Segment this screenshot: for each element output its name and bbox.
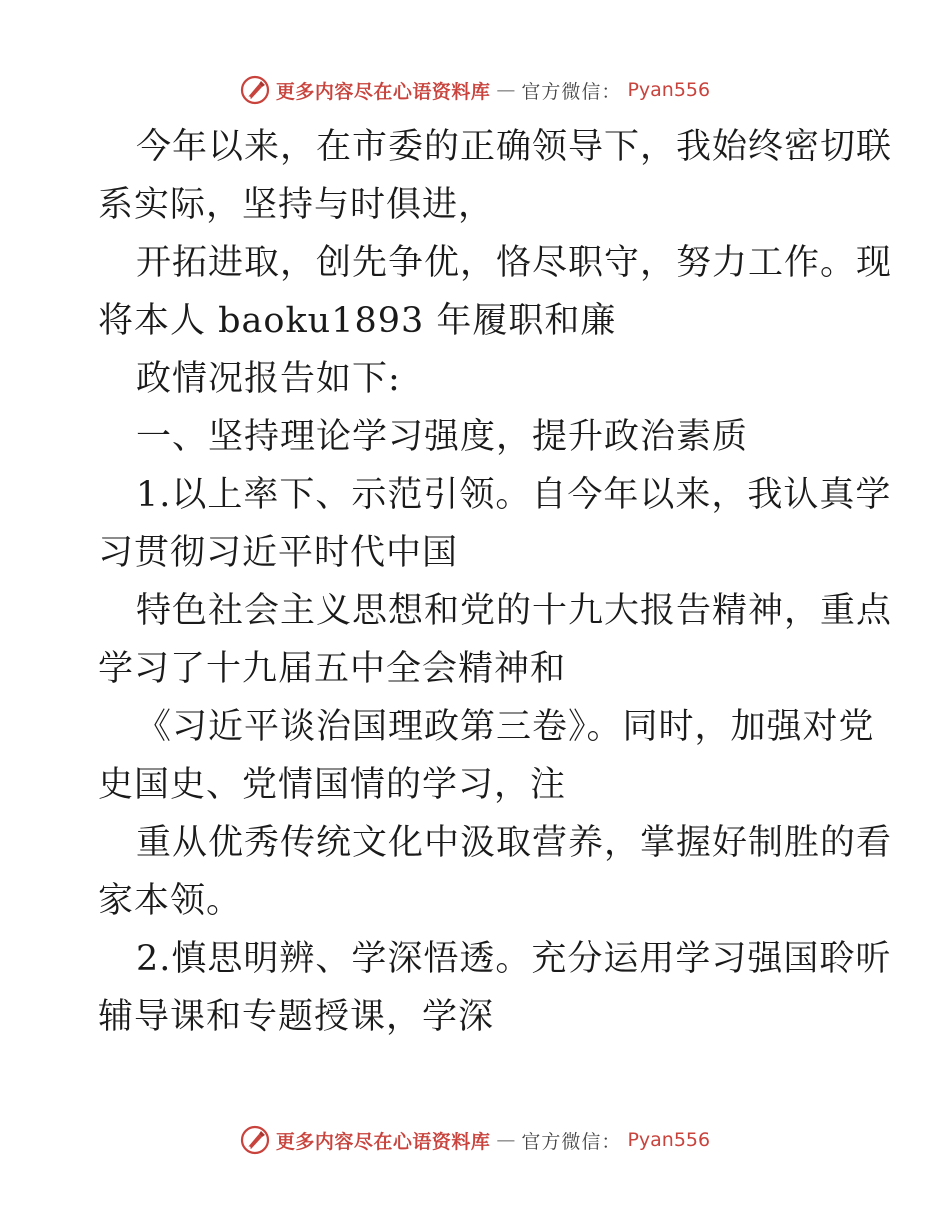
banner-wechat-label: 官方微信： <box>521 80 622 103</box>
pen-logo-icon <box>240 75 270 105</box>
banner-lead-text: 更多内容尽在心语资料库 <box>275 1130 491 1153</box>
banner-dash: — <box>496 79 516 101</box>
text-line: 学习了十九届五中全会精神和 <box>98 649 567 689</box>
text-line: 重从优秀传统文化中汲取营养，掌握好制胜的看 <box>136 823 893 863</box>
header-banner <box>0 70 950 110</box>
text-line: 今年以来，在市委的正确领导下，我始终密切联 <box>136 127 893 167</box>
text-line: 习贯彻习近平时代中国 <box>98 533 459 573</box>
banner-wechat-id: Pyan556 <box>627 79 711 101</box>
pen-logo-icon <box>240 1125 270 1155</box>
banner-wechat-label: 官方微信： <box>521 1130 622 1153</box>
text-line: 史国史、党情国情的学习，注 <box>98 765 567 805</box>
text-line: 《习近平谈治国理政第三卷》。同时，加强对党 <box>136 707 875 747</box>
text-line: 将本人 baoku1893 年履职和廉 <box>98 301 617 341</box>
text-line: 2.慎思明辨、学深悟透。充分运用学习强国聆听 <box>136 939 892 979</box>
text-line: 一、坚持理论学习强度，提升政治素质 <box>136 417 749 457</box>
document-body <box>98 118 893 1046</box>
text-line: 系实际，坚持与时俱进， <box>98 185 495 225</box>
text-line: 1.以上率下、示范引领。自今年以来，我认真学 <box>136 475 892 515</box>
text-line: 辅导课和专题授课，学深 <box>98 997 495 1037</box>
text-line: 政情况报告如下: <box>136 359 401 399</box>
text-line: 开拓进取，创先争优，恪尽职守，努力工作。现 <box>136 243 893 283</box>
banner-wechat-id: Pyan556 <box>627 1129 711 1151</box>
text-line: 特色社会主义思想和党的十九大报告精神，重点 <box>136 591 893 631</box>
footer-banner <box>0 1120 950 1160</box>
banner-dash: — <box>496 1129 516 1151</box>
text-line: 家本领。 <box>98 881 243 921</box>
banner-lead-text: 更多内容尽在心语资料库 <box>275 80 491 103</box>
